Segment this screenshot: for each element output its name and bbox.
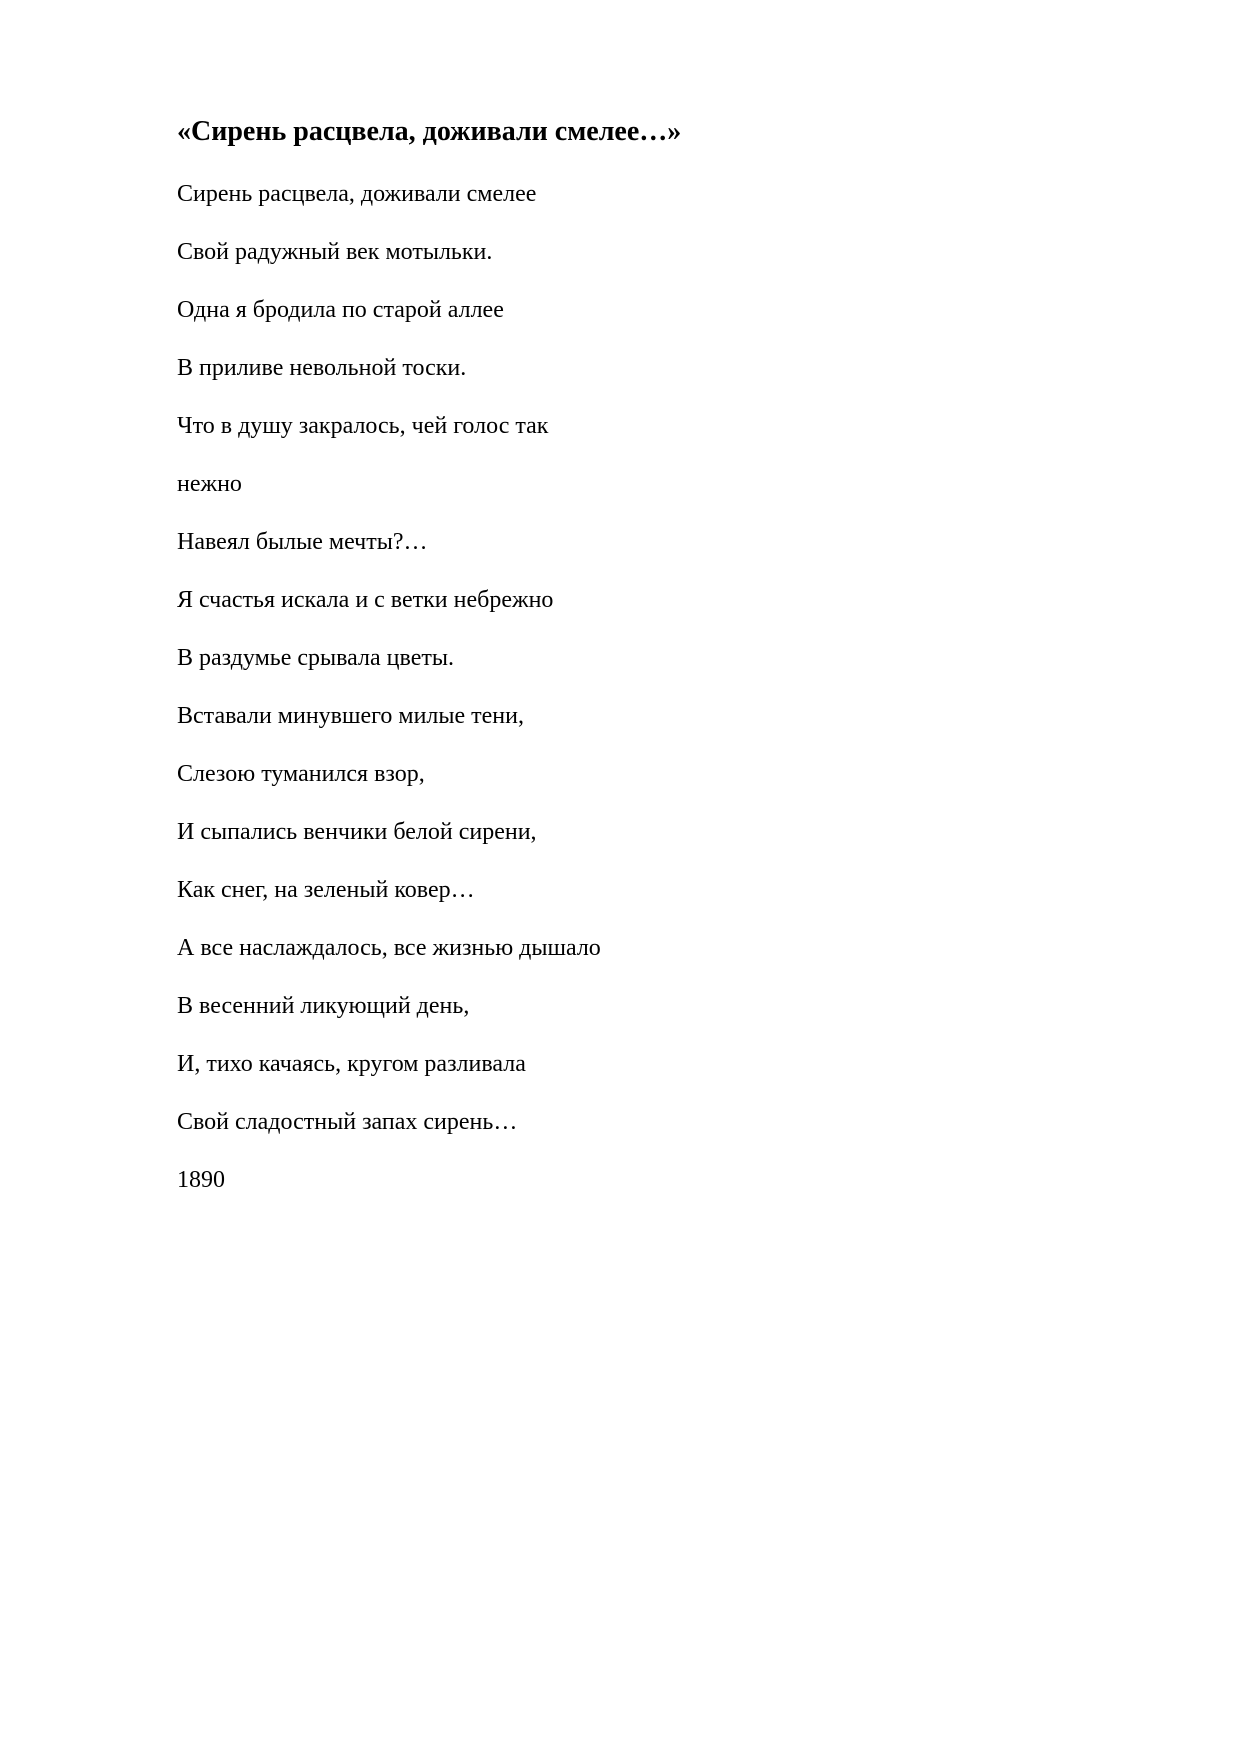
- poem-line: Свой радужный век мотыльки.: [177, 239, 493, 265]
- poem-line: Сирень расцвела, доживали смелее: [177, 181, 537, 207]
- poem-line: Свой сладостный запах сирень…: [177, 1109, 518, 1135]
- poem-line: нежно: [177, 471, 242, 497]
- poem-title: «Сирень расцвела, доживали смелее…»: [177, 116, 682, 147]
- poem-date: 1890: [177, 1167, 225, 1193]
- poem-line: В весенний ликующий день,: [177, 993, 470, 1019]
- poem-line: Одна я бродила по старой аллее: [177, 297, 504, 323]
- poem-line: Я счастья искала и с ветки небрежно: [177, 587, 554, 613]
- poem-line: Навеял былые мечты?…: [177, 529, 428, 555]
- poem-line: Вставали минувшего милые тени,: [177, 703, 524, 729]
- poem-line: В приливе невольной тоски.: [177, 355, 467, 381]
- poem-line: Что в душу закралось, чей голос так: [177, 413, 549, 439]
- poem-line: Как снег, на зеленый ковер…: [177, 877, 475, 903]
- poem-line: В раздумье срывала цветы.: [177, 645, 454, 671]
- poem-line: И сыпались венчики белой сирени,: [177, 819, 537, 845]
- poem-line: А все наслаждалось, все жизнью дышало: [177, 935, 601, 961]
- poem-line: Слезою туманился взор,: [177, 761, 425, 787]
- poem-line: И, тихо качаясь, кругом разливала: [177, 1051, 526, 1077]
